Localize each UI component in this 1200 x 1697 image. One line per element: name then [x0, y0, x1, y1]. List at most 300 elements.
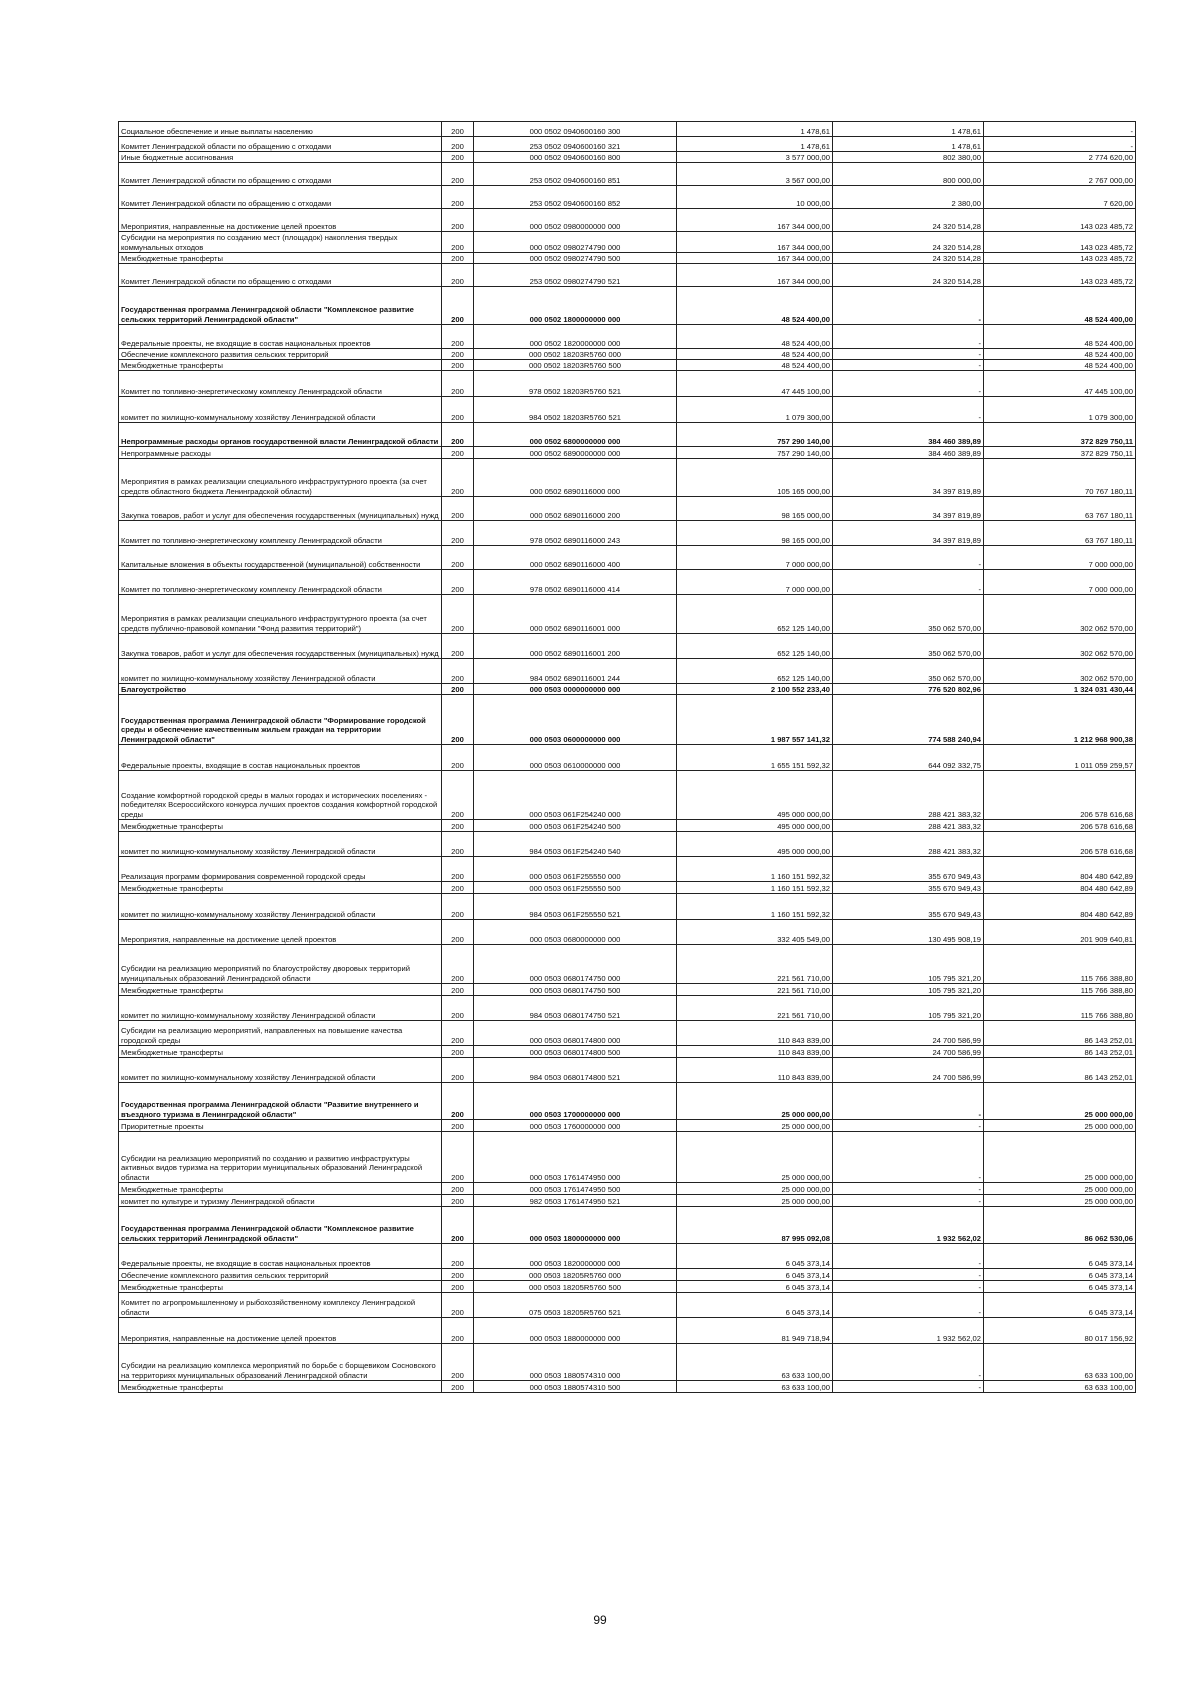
row-line-code: 200	[442, 1083, 474, 1120]
row-approved-amount: 47 445 100,00	[677, 371, 833, 397]
row-executed-amount: -	[833, 1344, 984, 1381]
row-remaining-amount: 302 062 570,00	[984, 659, 1136, 684]
row-classification-code: 984 0503 061F254240 540	[474, 832, 677, 857]
row-executed-amount: -	[833, 325, 984, 349]
row-approved-amount: 1 160 151 592,32	[677, 882, 833, 894]
row-remaining-amount: 48 524 400,00	[984, 287, 1136, 325]
row-line-code: 200	[442, 122, 474, 137]
row-name: Обеспечение комплексного развития сельских территорий	[119, 349, 442, 360]
row-approved-amount: 332 405 549,00	[677, 920, 833, 945]
row-approved-amount: 652 125 140,00	[677, 659, 833, 684]
row-name: Субсидии на реализацию мероприятий, направленных на повышение качества городской среды	[119, 1021, 442, 1046]
row-line-code: 200	[442, 634, 474, 659]
table-row	[119, 349, 1136, 360]
row-approved-amount: 221 561 710,00	[677, 945, 833, 984]
row-executed-amount: 130 495 908,19	[833, 920, 984, 945]
table-row	[119, 1120, 1136, 1132]
row-classification-code: 978 0502 18203R5760 521	[474, 371, 677, 397]
row-classification-code: 000 0503 0000000000 000	[474, 684, 677, 695]
table-row	[119, 325, 1136, 349]
row-line-code: 200	[442, 1058, 474, 1083]
row-classification-code: 000 0502 0980274790 500	[474, 253, 677, 264]
row-name: Межбюджетные трансферты	[119, 1281, 442, 1293]
row-classification-code: 000 0502 0940600160 300	[474, 122, 677, 137]
row-remaining-amount: 372 829 750,11	[984, 447, 1136, 459]
row-approved-amount: 7 000 000,00	[677, 570, 833, 595]
row-name: Государственная программа Ленинградской области "Формирование городской среды и обеспечение качественным жильем граждан на территории Ленинградской области"	[119, 695, 442, 745]
row-name: Непрограммные расходы	[119, 447, 442, 459]
row-executed-amount: -	[833, 1120, 984, 1132]
table-row	[119, 882, 1136, 894]
table-row	[119, 634, 1136, 659]
row-approved-amount: 221 561 710,00	[677, 984, 833, 996]
row-approved-amount: 1 478,61	[677, 122, 833, 137]
row-line-code: 200	[442, 745, 474, 771]
row-line-code: 200	[442, 349, 474, 360]
row-executed-amount: -	[833, 1293, 984, 1318]
row-approved-amount: 110 843 839,00	[677, 1058, 833, 1083]
row-approved-amount: 167 344 000,00	[677, 232, 833, 253]
row-remaining-amount: 6 045 373,14	[984, 1244, 1136, 1269]
table-row	[119, 1293, 1136, 1318]
row-classification-code: 000 0503 1880574310 500	[474, 1381, 677, 1393]
row-name: Межбюджетные трансферты	[119, 820, 442, 832]
row-remaining-amount: 7 000 000,00	[984, 546, 1136, 570]
row-remaining-amount: 25 000 000,00	[984, 1132, 1136, 1183]
row-name: Комитет Ленинградской области по обращению с отходами	[119, 186, 442, 209]
row-executed-amount: 1 932 562,02	[833, 1207, 984, 1244]
row-approved-amount: 110 843 839,00	[677, 1046, 833, 1058]
table-row	[119, 1318, 1136, 1344]
row-approved-amount: 81 949 718,94	[677, 1318, 833, 1344]
row-line-code: 200	[442, 186, 474, 209]
row-remaining-amount: 206 578 616,68	[984, 820, 1136, 832]
row-approved-amount: 3 577 000,00	[677, 152, 833, 163]
row-remaining-amount: 1 079 300,00	[984, 397, 1136, 423]
row-classification-code: 000 0503 1880000000 000	[474, 1318, 677, 1344]
row-classification-code: 984 0503 0680174750 521	[474, 996, 677, 1021]
table-row	[119, 253, 1136, 264]
row-executed-amount: 800 000,00	[833, 163, 984, 186]
row-classification-code: 982 0503 1761474950 521	[474, 1195, 677, 1207]
row-line-code: 200	[442, 1244, 474, 1269]
row-approved-amount: 757 290 140,00	[677, 447, 833, 459]
row-line-code: 200	[442, 397, 474, 423]
row-classification-code: 000 0502 0980274790 000	[474, 232, 677, 253]
row-approved-amount: 25 000 000,00	[677, 1083, 833, 1120]
row-classification-code: 000 0503 0680174800 000	[474, 1021, 677, 1046]
row-executed-amount: 288 421 383,32	[833, 832, 984, 857]
row-remaining-amount: 70 767 180,11	[984, 459, 1136, 497]
row-remaining-amount: 25 000 000,00	[984, 1183, 1136, 1195]
row-executed-amount: 350 062 570,00	[833, 659, 984, 684]
row-executed-amount: -	[833, 1269, 984, 1281]
table-row	[119, 1132, 1136, 1183]
row-line-code: 200	[442, 423, 474, 447]
row-classification-code: 000 0503 0680174750 500	[474, 984, 677, 996]
row-name: Федеральные проекты, входящие в состав национальных проектов	[119, 745, 442, 771]
row-classification-code: 000 0503 1761474950 500	[474, 1183, 677, 1195]
table-row	[119, 1083, 1136, 1120]
table-row	[119, 1046, 1136, 1058]
table-row	[119, 232, 1136, 253]
row-approved-amount: 25 000 000,00	[677, 1120, 833, 1132]
row-line-code: 200	[442, 253, 474, 264]
row-remaining-amount: 143 023 485,72	[984, 264, 1136, 287]
table-row	[119, 152, 1136, 163]
row-line-code: 200	[442, 521, 474, 546]
row-remaining-amount: 206 578 616,68	[984, 771, 1136, 820]
row-remaining-amount: 86 143 252,01	[984, 1058, 1136, 1083]
row-line-code: 200	[442, 1281, 474, 1293]
row-line-code: 200	[442, 447, 474, 459]
row-line-code: 200	[442, 920, 474, 945]
row-name: комитет по жилищно-коммунальному хозяйству Ленинградской области	[119, 832, 442, 857]
row-line-code: 200	[442, 546, 474, 570]
row-classification-code: 000 0503 1700000000 000	[474, 1083, 677, 1120]
row-executed-amount: -	[833, 360, 984, 371]
row-line-code: 200	[442, 857, 474, 882]
row-name: Комитет по топливно-энергетическому комплексу Ленинградской области	[119, 371, 442, 397]
row-line-code: 200	[442, 371, 474, 397]
row-remaining-amount: 63 767 180,11	[984, 521, 1136, 546]
row-approved-amount: 63 633 100,00	[677, 1381, 833, 1393]
row-remaining-amount: 143 023 485,72	[984, 253, 1136, 264]
table-row	[119, 920, 1136, 945]
row-line-code: 200	[442, 287, 474, 325]
row-executed-amount: 350 062 570,00	[833, 634, 984, 659]
row-line-code: 200	[442, 209, 474, 232]
row-approved-amount: 63 633 100,00	[677, 1344, 833, 1381]
row-classification-code: 000 0502 6890116000 000	[474, 459, 677, 497]
row-classification-code: 000 0503 1761474950 000	[474, 1132, 677, 1183]
row-remaining-amount: 302 062 570,00	[984, 634, 1136, 659]
row-remaining-amount: 86 143 252,01	[984, 1046, 1136, 1058]
row-line-code: 200	[442, 996, 474, 1021]
row-remaining-amount: 804 480 642,89	[984, 857, 1136, 882]
row-executed-amount: 34 397 819,89	[833, 497, 984, 521]
table-row	[119, 1183, 1136, 1195]
row-classification-code: 984 0502 6890116001 244	[474, 659, 677, 684]
row-remaining-amount: 7 000 000,00	[984, 570, 1136, 595]
row-approved-amount: 48 524 400,00	[677, 360, 833, 371]
row-line-code: 200	[442, 882, 474, 894]
row-executed-amount: -	[833, 1132, 984, 1183]
row-approved-amount: 495 000 000,00	[677, 832, 833, 857]
row-name: Межбюджетные трансферты	[119, 1046, 442, 1058]
row-remaining-amount: 25 000 000,00	[984, 1120, 1136, 1132]
row-name: Комитет по топливно-энергетическому комплексу Ленинградской области	[119, 521, 442, 546]
row-classification-code: 000 0503 1800000000 000	[474, 1207, 677, 1244]
row-name: Государственная программа Ленинградской области "Развитие внутреннего и въездного туризма в Ленинградской области"	[119, 1083, 442, 1120]
report-sheet	[118, 121, 1135, 1393]
table-row	[119, 996, 1136, 1021]
row-executed-amount: -	[833, 287, 984, 325]
row-name: Мероприятия в рамках реализации специального инфраструктурного проекта (за счет средств публично-правовой компании "Фонд развития территорий")	[119, 595, 442, 634]
row-approved-amount: 87 995 092,08	[677, 1207, 833, 1244]
row-remaining-amount: 86 062 530,06	[984, 1207, 1136, 1244]
row-executed-amount: -	[833, 1083, 984, 1120]
row-line-code: 200	[442, 137, 474, 152]
row-classification-code: 000 0502 0940600160 800	[474, 152, 677, 163]
row-executed-amount: 2 380,00	[833, 186, 984, 209]
row-approved-amount: 48 524 400,00	[677, 287, 833, 325]
row-name: Межбюджетные трансферты	[119, 1183, 442, 1195]
row-name: Приоритетные проекты	[119, 1120, 442, 1132]
table-row	[119, 595, 1136, 634]
table-row	[119, 1344, 1136, 1381]
budget-table-body	[119, 122, 1136, 1393]
row-remaining-amount: 6 045 373,14	[984, 1281, 1136, 1293]
table-row	[119, 397, 1136, 423]
row-name: Создание комфортной городской среды в малых городах и исторических поселениях - победителях Всероссийского конкурса лучших проектов создания комфортной городской среды	[119, 771, 442, 820]
row-name: Федеральные проекты, не входящие в состав национальных проектов	[119, 325, 442, 349]
row-executed-amount: 105 795 321,20	[833, 996, 984, 1021]
row-name: Межбюджетные трансферты	[119, 1381, 442, 1393]
row-classification-code: 984 0503 0680174800 521	[474, 1058, 677, 1083]
row-remaining-amount: 115 766 388,80	[984, 996, 1136, 1021]
row-executed-amount: 1 478,61	[833, 137, 984, 152]
row-name: Закупка товаров, работ и услуг для обеспечения государственных (муниципальных) нужд	[119, 634, 442, 659]
row-approved-amount: 495 000 000,00	[677, 820, 833, 832]
row-name: Комитет Ленинградской области по обращению с отходами	[119, 264, 442, 287]
table-row	[119, 423, 1136, 447]
row-line-code: 200	[442, 1046, 474, 1058]
row-classification-code: 253 0502 0940600160 851	[474, 163, 677, 186]
row-name: Федеральные проекты, не входящие в состав национальных проектов	[119, 1244, 442, 1269]
row-line-code: 200	[442, 360, 474, 371]
row-remaining-amount: 2 767 000,00	[984, 163, 1136, 186]
row-executed-amount: 776 520 802,96	[833, 684, 984, 695]
row-executed-amount: 24 700 586,99	[833, 1046, 984, 1058]
row-name: Межбюджетные трансферты	[119, 253, 442, 264]
row-approved-amount: 25 000 000,00	[677, 1195, 833, 1207]
row-remaining-amount: 48 524 400,00	[984, 325, 1136, 349]
row-name: комитет по культуре и туризму Ленинградской области	[119, 1195, 442, 1207]
row-line-code: 200	[442, 1207, 474, 1244]
row-line-code: 200	[442, 659, 474, 684]
row-classification-code: 000 0503 0680174800 500	[474, 1046, 677, 1058]
row-executed-amount: 1 478,61	[833, 122, 984, 137]
row-remaining-amount: 115 766 388,80	[984, 945, 1136, 984]
row-classification-code: 000 0502 18203R5760 000	[474, 349, 677, 360]
row-name: Межбюджетные трансферты	[119, 360, 442, 371]
row-remaining-amount: 63 767 180,11	[984, 497, 1136, 521]
row-approved-amount: 652 125 140,00	[677, 595, 833, 634]
row-approved-amount: 221 561 710,00	[677, 996, 833, 1021]
row-executed-amount: -	[833, 349, 984, 360]
row-line-code: 200	[442, 684, 474, 695]
row-classification-code: 000 0503 1880574310 000	[474, 1344, 677, 1381]
row-line-code: 200	[442, 1132, 474, 1183]
row-approved-amount: 6 045 373,14	[677, 1281, 833, 1293]
row-classification-code: 000 0503 061F255550 000	[474, 857, 677, 882]
row-approved-amount: 495 000 000,00	[677, 771, 833, 820]
row-classification-code: 000 0503 1760000000 000	[474, 1120, 677, 1132]
row-remaining-amount: 302 062 570,00	[984, 595, 1136, 634]
row-name: Комитет по топливно-энергетическому комплексу Ленинградской области	[119, 570, 442, 595]
row-remaining-amount: 115 766 388,80	[984, 984, 1136, 996]
row-executed-amount: 24 320 514,28	[833, 253, 984, 264]
row-name: Субсидии на реализацию комплекса мероприятий по борьбе с борщевиком Сосновского на территориях муниципальных образований Ленинградской области	[119, 1344, 442, 1381]
row-executed-amount: 105 795 321,20	[833, 984, 984, 996]
row-remaining-amount: 1 011 059 259,57	[984, 745, 1136, 771]
row-classification-code: 000 0502 6890116000 400	[474, 546, 677, 570]
row-executed-amount: 774 588 240,94	[833, 695, 984, 745]
row-classification-code: 000 0503 061F254240 500	[474, 820, 677, 832]
row-name: Межбюджетные трансферты	[119, 882, 442, 894]
row-approved-amount: 6 045 373,14	[677, 1269, 833, 1281]
row-approved-amount: 1 160 151 592,32	[677, 857, 833, 882]
table-row	[119, 459, 1136, 497]
row-executed-amount: 384 460 389,89	[833, 447, 984, 459]
table-row	[119, 186, 1136, 209]
table-row	[119, 1244, 1136, 1269]
row-remaining-amount: 25 000 000,00	[984, 1083, 1136, 1120]
row-executed-amount: -	[833, 570, 984, 595]
row-classification-code: 000 0502 6890116001 200	[474, 634, 677, 659]
row-remaining-amount: 86 143 252,01	[984, 1021, 1136, 1046]
table-row	[119, 745, 1136, 771]
row-approved-amount: 167 344 000,00	[677, 264, 833, 287]
row-executed-amount: -	[833, 397, 984, 423]
row-classification-code: 000 0502 6800000000 000	[474, 423, 677, 447]
row-line-code: 200	[442, 1344, 474, 1381]
row-line-code: 200	[442, 163, 474, 186]
row-remaining-amount: 804 480 642,89	[984, 894, 1136, 920]
row-executed-amount: -	[833, 546, 984, 570]
row-classification-code: 978 0502 6890116000 243	[474, 521, 677, 546]
row-name: Реализация программ формирования современной городской среды	[119, 857, 442, 882]
row-classification-code: 000 0502 6890000000 000	[474, 447, 677, 459]
row-executed-amount: 384 460 389,89	[833, 423, 984, 447]
table-row	[119, 137, 1136, 152]
row-remaining-amount: 7 620,00	[984, 186, 1136, 209]
row-executed-amount: -	[833, 1281, 984, 1293]
row-line-code: 200	[442, 595, 474, 634]
row-name: Мероприятия в рамках реализации специального инфраструктурного проекта (за счет средств областного бюджета Ленинградской области)	[119, 459, 442, 497]
row-name: комитет по жилищно-коммунальному хозяйству Ленинградской области	[119, 397, 442, 423]
row-executed-amount: 24 320 514,28	[833, 232, 984, 253]
table-row	[119, 1269, 1136, 1281]
row-approved-amount: 48 524 400,00	[677, 325, 833, 349]
row-line-code: 200	[442, 1269, 474, 1281]
row-classification-code: 000 0502 18203R5760 500	[474, 360, 677, 371]
row-approved-amount: 7 000 000,00	[677, 546, 833, 570]
row-approved-amount: 6 045 373,14	[677, 1244, 833, 1269]
row-executed-amount: 288 421 383,32	[833, 820, 984, 832]
row-executed-amount: -	[833, 1381, 984, 1393]
row-approved-amount: 25 000 000,00	[677, 1132, 833, 1183]
table-row	[119, 659, 1136, 684]
row-approved-amount: 1 987 557 141,32	[677, 695, 833, 745]
row-approved-amount: 1 079 300,00	[677, 397, 833, 423]
row-remaining-amount: 63 633 100,00	[984, 1344, 1136, 1381]
row-name: Субсидии на реализацию мероприятий по благоустройству дворовых территорий муниципальных образований Ленинградской области	[119, 945, 442, 984]
table-row	[119, 447, 1136, 459]
row-name: Комитет Ленинградской области по обращению с отходами	[119, 163, 442, 186]
row-classification-code: 000 0503 0680000000 000	[474, 920, 677, 945]
row-name: Субсидии на мероприятия по созданию мест (площадок) накопления твердых коммунальных отходов	[119, 232, 442, 253]
table-row	[119, 1207, 1136, 1244]
row-executed-amount: 644 092 332,75	[833, 745, 984, 771]
row-classification-code: 253 0502 0980274790 521	[474, 264, 677, 287]
row-executed-amount: 24 700 586,99	[833, 1021, 984, 1046]
row-classification-code: 253 0502 0940600160 321	[474, 137, 677, 152]
row-line-code: 200	[442, 152, 474, 163]
table-row	[119, 521, 1136, 546]
row-line-code: 200	[442, 1183, 474, 1195]
table-row	[119, 820, 1136, 832]
row-name: Мероприятия, направленные на достижение целей проектов	[119, 920, 442, 945]
row-classification-code: 253 0502 0940600160 852	[474, 186, 677, 209]
row-remaining-amount: 372 829 750,11	[984, 423, 1136, 447]
row-name: Комитет по агропромышленному и рыбохозяйственному комплексу Ленинградской области	[119, 1293, 442, 1318]
row-remaining-amount: 6 045 373,14	[984, 1269, 1136, 1281]
row-remaining-amount: 6 045 373,14	[984, 1293, 1136, 1318]
row-executed-amount: 24 320 514,28	[833, 264, 984, 287]
row-classification-code: 075 0503 18205R5760 521	[474, 1293, 677, 1318]
row-line-code: 200	[442, 984, 474, 996]
row-line-code: 200	[442, 459, 474, 497]
row-name: Комитет Ленинградской области по обращению с отходами	[119, 137, 442, 152]
row-remaining-amount: 143 023 485,72	[984, 209, 1136, 232]
row-approved-amount: 1 655 151 592,32	[677, 745, 833, 771]
row-approved-amount: 1 478,61	[677, 137, 833, 152]
row-line-code: 200	[442, 1293, 474, 1318]
row-name: Государственная программа Ленинградской области "Комплексное развитие сельских территорий Ленинградской области"	[119, 1207, 442, 1244]
row-line-code: 200	[442, 1318, 474, 1344]
row-executed-amount: -	[833, 1244, 984, 1269]
budget-table	[118, 121, 1136, 1393]
row-line-code: 200	[442, 325, 474, 349]
row-approved-amount: 98 165 000,00	[677, 521, 833, 546]
row-classification-code: 984 0503 061F255550 521	[474, 894, 677, 920]
row-approved-amount: 48 524 400,00	[677, 349, 833, 360]
row-executed-amount: 802 380,00	[833, 152, 984, 163]
row-approved-amount: 98 165 000,00	[677, 497, 833, 521]
row-name: комитет по жилищно-коммунальному хозяйству Ленинградской области	[119, 894, 442, 920]
row-executed-amount: -	[833, 371, 984, 397]
row-approved-amount: 25 000 000,00	[677, 1183, 833, 1195]
row-executed-amount: 355 670 949,43	[833, 857, 984, 882]
row-remaining-amount: 48 524 400,00	[984, 349, 1136, 360]
row-line-code: 200	[442, 1195, 474, 1207]
table-row	[119, 695, 1136, 745]
table-row	[119, 360, 1136, 371]
row-classification-code: 000 0503 18205R5760 500	[474, 1281, 677, 1293]
row-executed-amount: 1 932 562,02	[833, 1318, 984, 1344]
row-remaining-amount: 2 774 620,00	[984, 152, 1136, 163]
row-approved-amount: 3 567 000,00	[677, 163, 833, 186]
row-name: Иные бюджетные ассигнования	[119, 152, 442, 163]
row-executed-amount: -	[833, 1195, 984, 1207]
row-executed-amount: 34 397 819,89	[833, 521, 984, 546]
row-classification-code: 000 0503 0610000000 000	[474, 745, 677, 771]
row-approved-amount: 167 344 000,00	[677, 253, 833, 264]
row-classification-code: 000 0503 061F254240 000	[474, 771, 677, 820]
row-name: Непрограммные расходы органов государственной власти Ленинградской области	[119, 423, 442, 447]
row-executed-amount: 105 795 321,20	[833, 945, 984, 984]
row-executed-amount: -	[833, 1183, 984, 1195]
row-name: Социальное обеспечение и иные выплаты населению	[119, 122, 442, 137]
table-row	[119, 287, 1136, 325]
row-classification-code: 000 0503 061F255550 500	[474, 882, 677, 894]
row-executed-amount: 24 700 586,99	[833, 1058, 984, 1083]
row-executed-amount: 34 397 819,89	[833, 459, 984, 497]
row-approved-amount: 6 045 373,14	[677, 1293, 833, 1318]
row-executed-amount: 355 670 949,43	[833, 894, 984, 920]
